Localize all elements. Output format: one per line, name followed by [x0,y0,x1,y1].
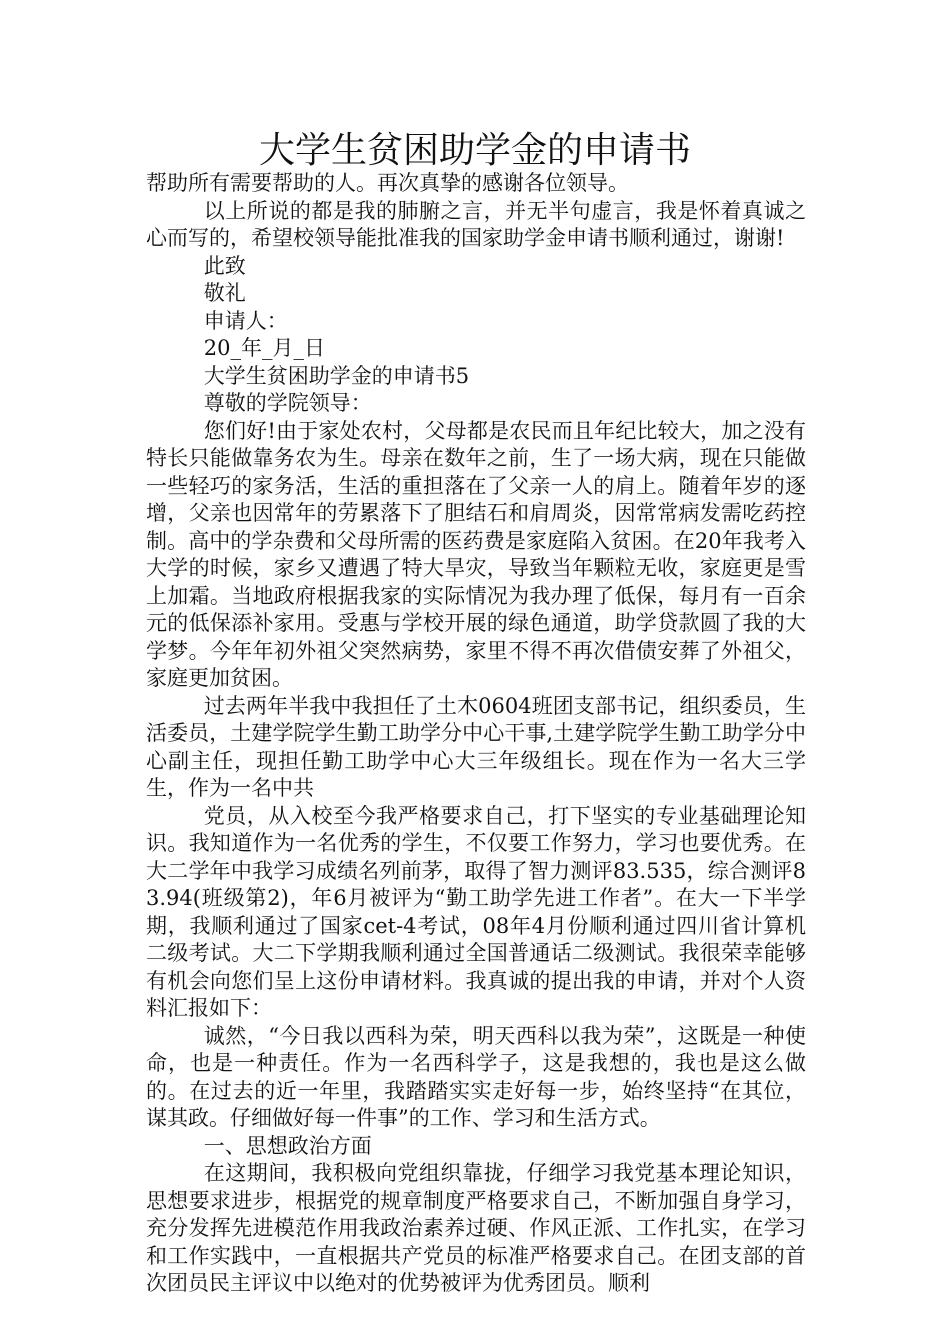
subsection-heading: 一、思想政治方面 [203,1133,372,1158]
date-line: 20_年_月_日 [203,336,325,360]
applicant-label: 申请人： [203,308,288,333]
document-title: 大学生贫困助学金的申请书 [258,130,691,171]
paragraph: 以上所说的都是我的肺腑之言，并无半句虚言，我是怀着真诚之心而写的，希望校领导能批准我的国家助学金申请书顺利通过，谢谢! [146,198,806,250]
paragraph: 党员，从入校至今我严格要求自己，打下坚实的专业基础理论知识。我知道作为一名优秀的学生，不仅要工作努力，学习也要优秀。在大二学年中我学习成绩名列前茅，取得了智力测评83.535，综合测评83.94(班级第2)，年6月被评为“勤工助学先进工作者”。在大一下半学期，我顺利通过了国家cet-4考试，08年4月份顺利通过四川省计算机二级考试。大二下学期我顺利通过全国普通话二级测试。我很荣幸能够有机会向您们呈上这份申请材料。我真诚的提出我的申请，并对个人资料汇报如下： [146,803,806,1020]
paragraph: 帮助所有需要帮助的人。再次真挚的感谢各位领导。 [146,171,629,195]
paragraph: 在这期间，我积极向党组织靠拢，仔细学习我党基本理论知识，思想要求进步，根据党的规章制度严格要求自己，不断加强自身学习，充分发挥先进模范作用我政治素养过硬、作风正派、工作扎实，在学习和工作实践中，一直根据共产党员的标准严格要求自己。在团支部的首次团员民主评议中以绝对的优势被评为优秀团员。顺利 [146,1161,806,1295]
greeting: 尊敬的学院领导： [203,391,372,415]
paragraph: 诚然，“今日我以西科为荣，明天西科以我为荣”，这既是一种使命，也是一种责任。作为一名西科学子，这是我想的，我也是这么做的。在过去的近一年里，我踏踏实实走好每一步，始终坚持“在其位，谋其政。仔细做好每一件事”的工作、学习和生活方式。 [146,1023,806,1130]
document-body [146,170,806,1298]
paragraph: 过去两年半我中我担任了土木0604班团支部书记，组织委员，生活委员，土建学院学生勤工助学分中心干事,土建学院学生勤工助学分中心副主任，现担任勤工助学中心大三年级组长。现在作为一名大三学生，作为一名中共 [146,693,806,800]
section-heading: 大学生贫困助学金的申请书5 [203,363,470,388]
closing-salutation: 此致 [203,253,246,278]
paragraph: 您们好!由于家处农村，父母都是农民而且年纪比较大，加之没有特长只能做靠务农为生。母亲在数年之前，生了一场大病，现在只能做一些轻巧的家务活，生活的重担落在了父亲一人的肩上。随着年岁的逐增，父亲也因常年的劳累落下了胆结石和肩周炎，因常常病发需吃药控制。高中的学杂费和父母所需的医药费是家庭陷入贫困。在20年我考入大学的时候，家乡又遭遇了特大旱灾，导致当年颗粒无收，家庭更是雪上加霜。当地政府根据我家的实际情况为我办理了低保，每月有一百余元的低保添补家用。受惠与学校开展的绿色通道，助学贷款圆了我的大学梦。今年年初外祖父突然病势，家里不得不再次借债安葬了外祖父，家庭更加贫困。 [146,418,806,690]
closing-regards: 敬礼 [203,281,246,305]
